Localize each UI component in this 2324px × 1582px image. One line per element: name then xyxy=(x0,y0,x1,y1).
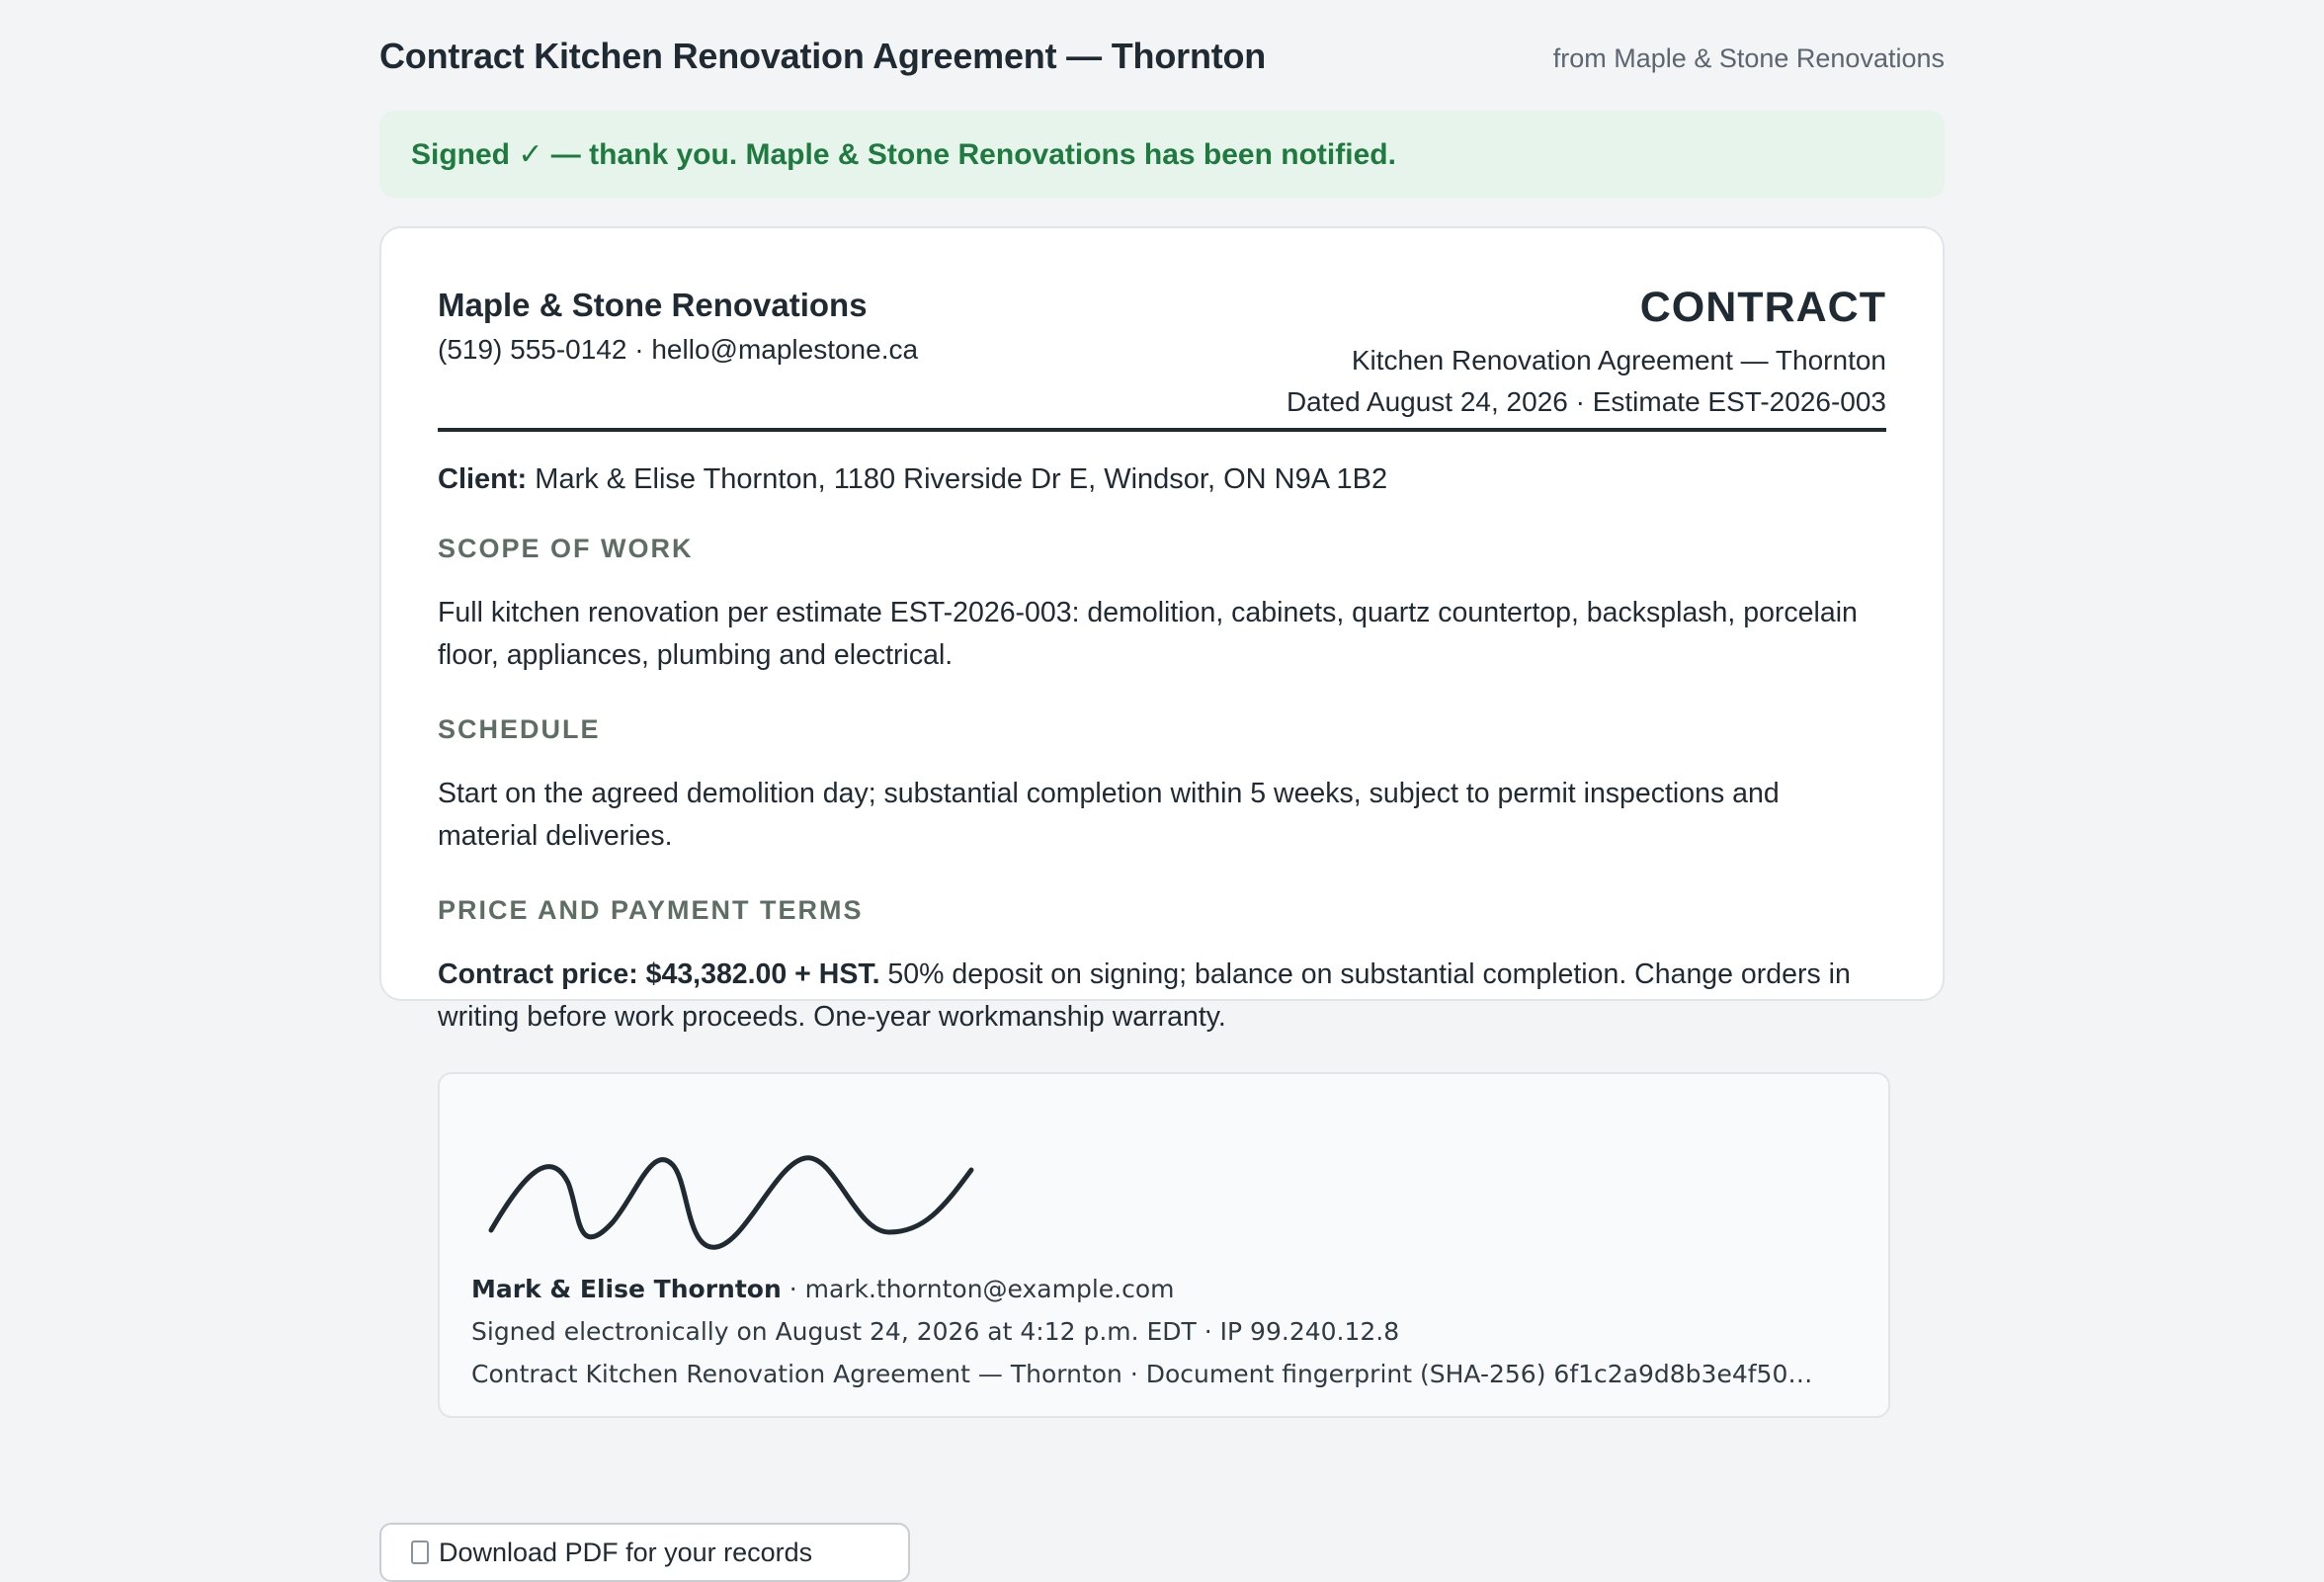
contractor-block xyxy=(438,284,918,366)
signer-name: Mark & Elise Thornton xyxy=(471,1275,782,1303)
signature-block xyxy=(438,1072,1890,1418)
download-pdf-label: Download PDF for your records xyxy=(439,1537,813,1567)
price-body xyxy=(438,954,1886,1039)
download-pdf-button[interactable] xyxy=(379,1523,910,1582)
signature-details xyxy=(471,1268,1812,1395)
banner-text: Signed ✓ — thank you. Maple & Stone Renovations has been notified. xyxy=(411,137,1396,171)
page-title: Contract Kitchen Renovation Agreement — Thornton xyxy=(379,36,1267,76)
client-value: Mark & Elise Thornton, 1180 Riverside Dr E, Windsor, ON N9A 1B2 xyxy=(535,463,1388,495)
contract-dated: Dated August 24, 2026 · Estimate EST-2026-003 xyxy=(1286,386,1886,417)
payment-terms: 50% deposit on signing; balance on substantial completion. Change orders in writing before work proceeds. One-year workmanship warranty. xyxy=(438,958,1851,1033)
schedule-body: Start on the agreed demolition day; substantial completion within 5 weeks, subject to permit inspections and material deliveries. xyxy=(438,778,1780,852)
document-icon xyxy=(411,1540,429,1564)
contractor-name: Maple & Stone Renovations xyxy=(438,287,868,323)
contract-label: CONTRACT xyxy=(1639,284,1886,331)
contract-document xyxy=(379,226,1945,1388)
signed-confirmation-banner xyxy=(379,111,1945,198)
scope-heading: SCOPE OF WORK xyxy=(438,534,694,563)
document-fingerprint: Contract Kitchen Renovation Agreement — Thornton · Document fingerprint (SHA-256) 6f1c2a9d8b3e4f50… xyxy=(471,1360,1813,1388)
contract-price: Contract price: $43,382.00 + HST. xyxy=(438,958,880,990)
document-header xyxy=(438,284,1886,432)
client-label: Client: xyxy=(438,463,528,495)
signer-line xyxy=(471,1268,1812,1310)
contract-meta xyxy=(1286,284,1886,423)
page xyxy=(379,0,1945,1567)
top-bar xyxy=(379,0,1945,111)
signer-email: · mark.thornton@example.com xyxy=(781,1275,1175,1303)
client-line xyxy=(438,463,1886,496)
sender-label: from Maple & Stone Renovations xyxy=(1552,42,1945,73)
handwritten-signature xyxy=(479,1124,993,1262)
scope-body: Full kitchen renovation per estimate EST-2026-003: demolition, cabinets, quartz countertop, backsplash, porcelain floor, appliances, plumbing and electrical. xyxy=(438,597,1858,671)
contract-subtitle: Kitchen Renovation Agreement — Thornton xyxy=(1351,345,1886,375)
signed-timestamp: Signed electronically on August 24, 2026 at 4:12 p.m. EDT · IP 99.240.12.8 xyxy=(471,1317,1400,1346)
contractor-contact: (519) 555-0142 · hello@maplestone.ca xyxy=(438,334,919,365)
schedule-heading: SCHEDULE xyxy=(438,714,601,744)
price-heading: PRICE AND PAYMENT TERMS xyxy=(438,895,864,925)
